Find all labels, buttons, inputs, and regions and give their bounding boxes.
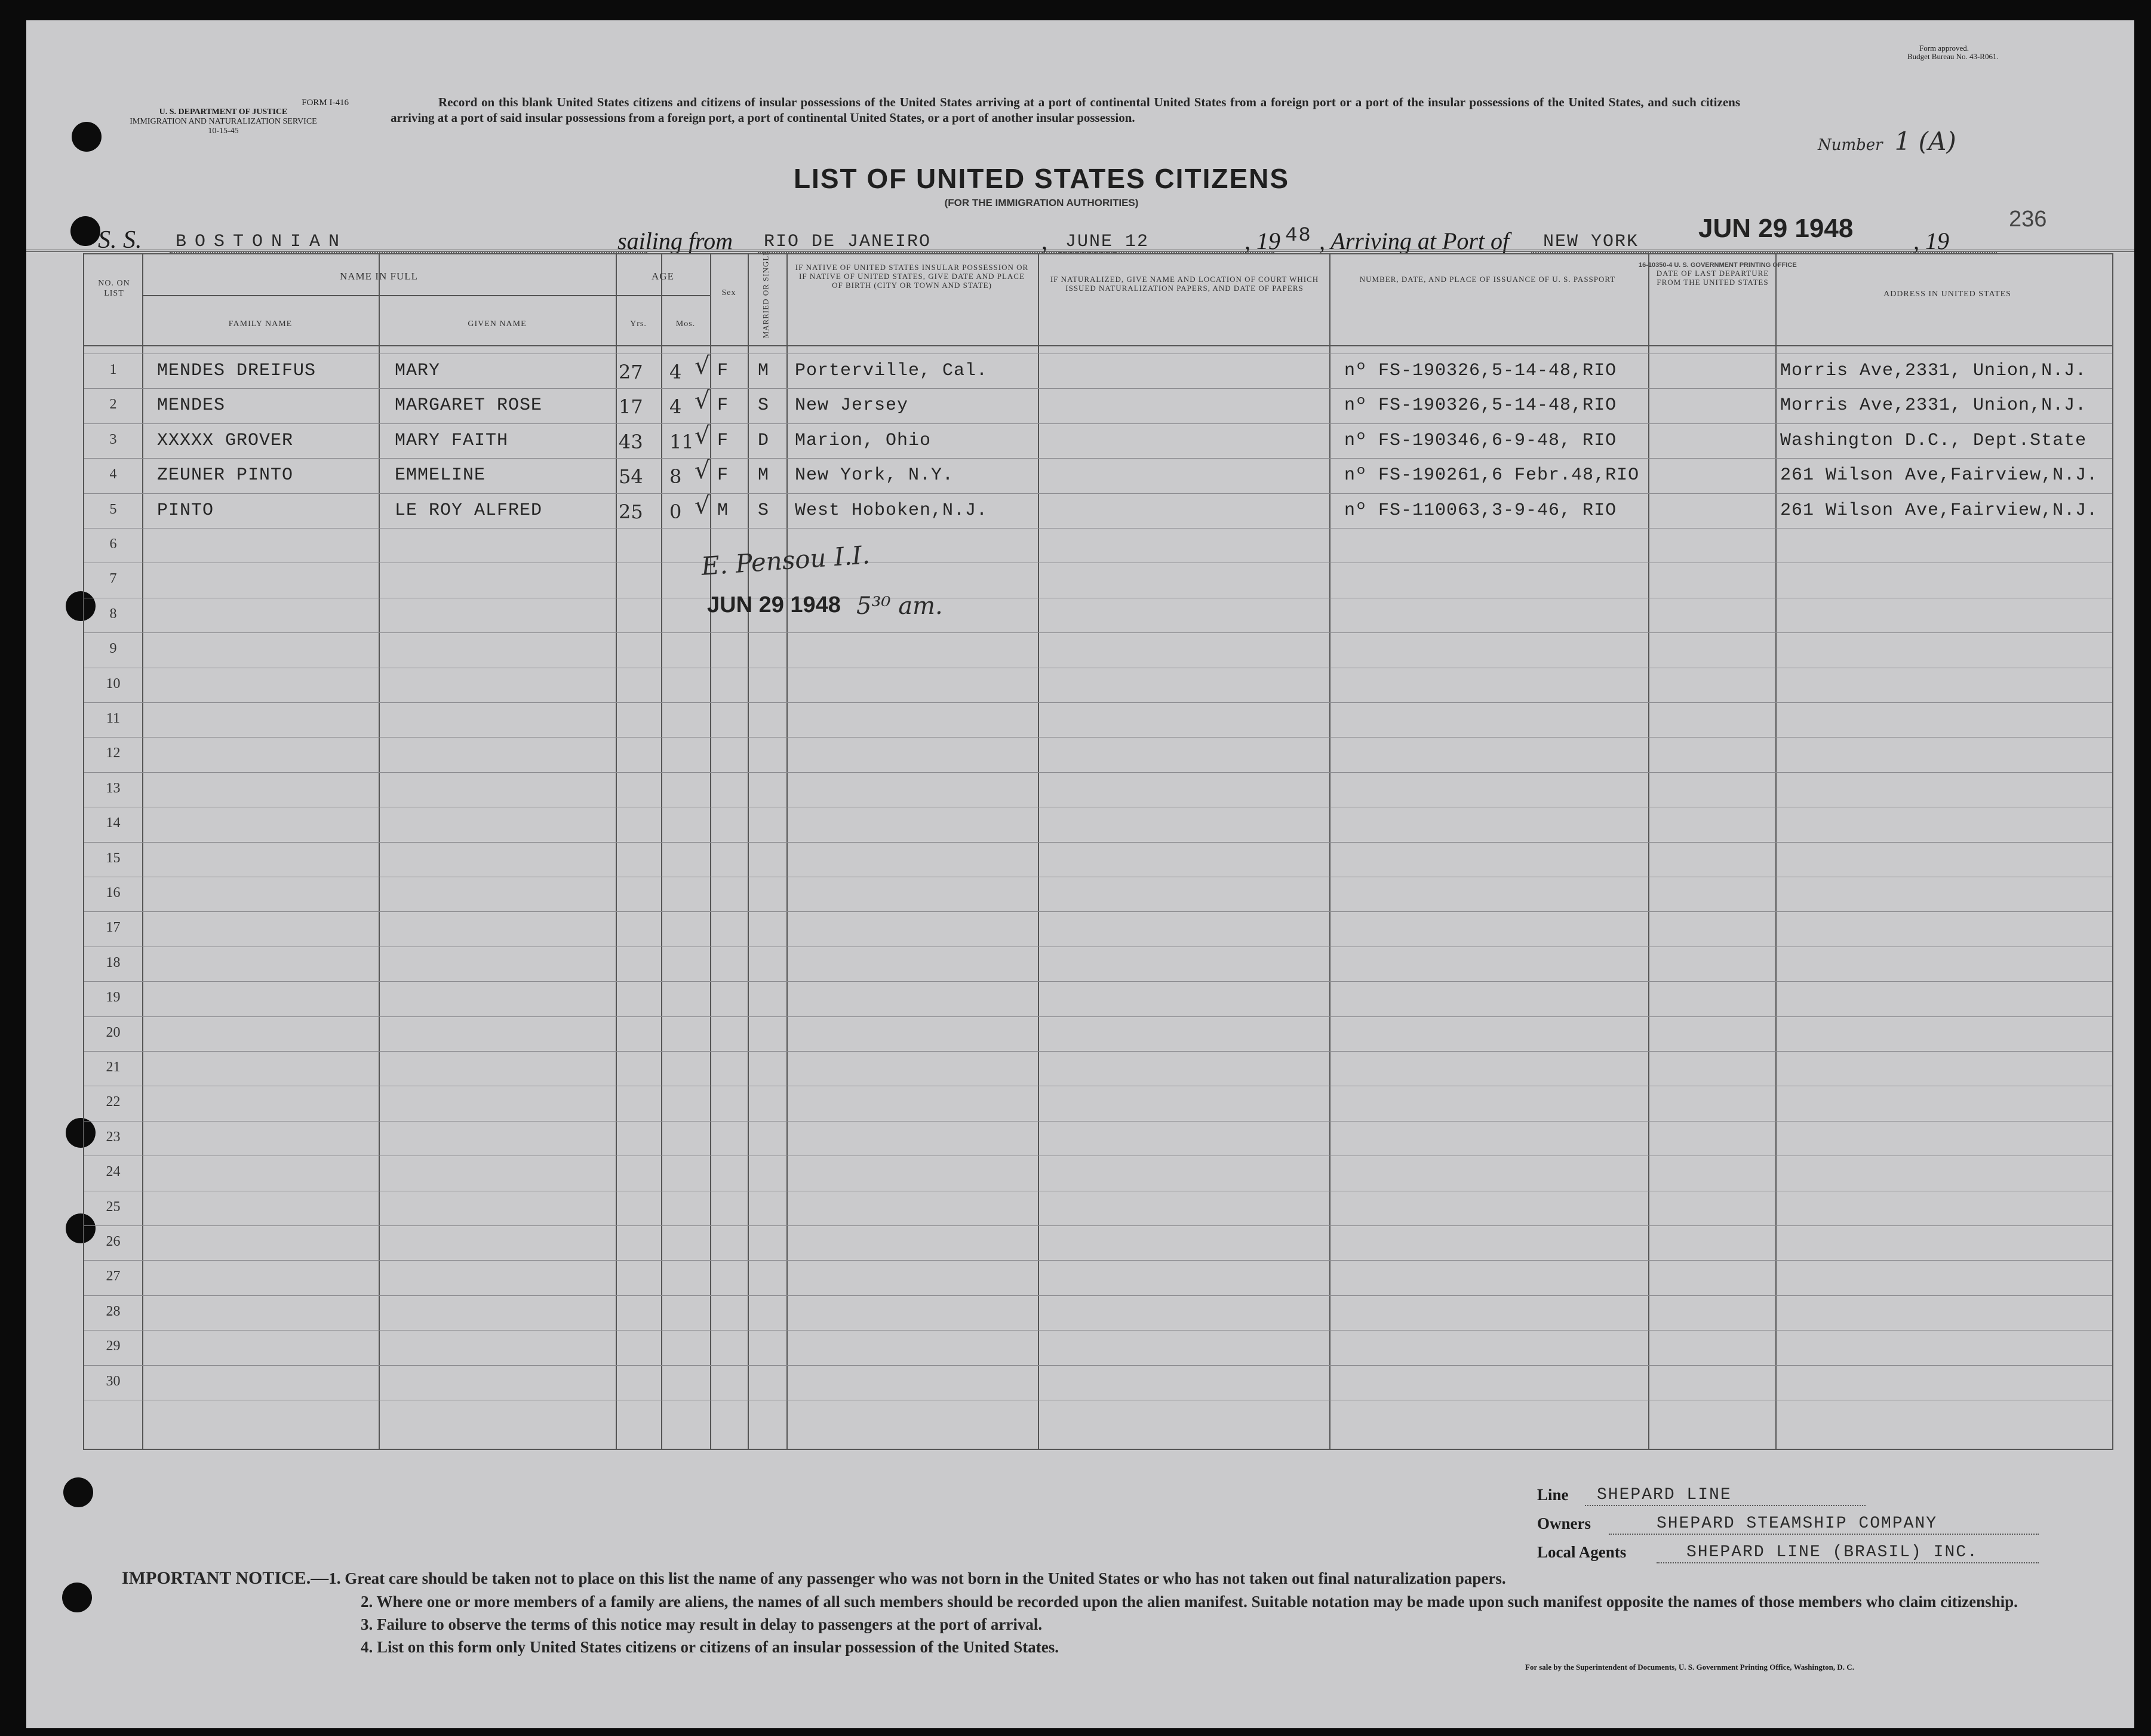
form-approved	[1907, 44, 2098, 61]
comma: ,	[1041, 228, 1047, 254]
row-number: 16	[106, 885, 121, 901]
row-number: 28	[106, 1303, 121, 1319]
row-number: 20	[106, 1024, 121, 1040]
row-number: 3	[109, 431, 117, 447]
notice-title: IMPORTANT NOTICE.—	[122, 1568, 329, 1588]
address-cell: Morris Ave,2331, Union,N.J.	[1780, 361, 2087, 381]
notice-2: 2. Where one or more members of a family are aliens, the names of all such members should be recorded upon the alien manifest. Suitable notation may be made upon such manifest opposite the names of those members who claim citizenship.	[361, 1593, 2018, 1611]
row-number: 4	[109, 466, 117, 483]
line-label: Line	[1537, 1486, 1569, 1504]
marital-status-cell: S	[758, 395, 770, 416]
row-number: 22	[106, 1094, 121, 1110]
family-name-cell: PINTO	[157, 500, 214, 521]
sailing-year: 48	[1285, 225, 1312, 247]
year-prefix: 19	[1256, 228, 1280, 254]
row-number: 6	[109, 536, 117, 552]
given-name-cell: MARY	[395, 361, 441, 381]
row-divider	[84, 632, 2112, 633]
row-divider	[84, 702, 2112, 703]
check-mark: √	[695, 457, 710, 485]
for-sale-note: For sale by the Superintendent of Documents, U. S. Government Printing Office, Washington, D. C.	[1525, 1663, 1854, 1672]
birthplace-cell: Marion, Ohio	[795, 430, 932, 451]
year-comma: ,	[1244, 228, 1250, 254]
list-number	[1818, 127, 1956, 156]
row-divider	[84, 493, 2112, 494]
row-divider	[84, 1121, 2112, 1122]
line-row	[1537, 1486, 2045, 1514]
year-label-2-text: 19	[1925, 228, 1949, 254]
row-divider	[84, 458, 2112, 459]
col-sex: Sex	[721, 288, 736, 297]
page-title: LIST OF UNITED STATES CITIZENS	[793, 163, 1290, 194]
row-divider	[84, 911, 2112, 912]
instructions-text: Record on this blank United States citizens and citizens of insular possessions of the United States arriving at a port of continental United States from a foreign port or a port of the insular possessions of the United States, and such citizens arriving at a port of said insular possessions from a foreign port, a port of continental United States, or a port of another insular possession.	[391, 95, 1740, 125]
col-family-name: FAMILY NAME	[228, 319, 293, 328]
row-number: 8	[109, 606, 117, 622]
inspector-signature: E. Pensou I.I.	[700, 540, 871, 581]
marital-status-cell: M	[758, 361, 770, 381]
check-mark: √	[695, 422, 710, 450]
age-months-cell: 4	[669, 395, 682, 419]
given-name-cell: MARGARET ROSE	[395, 395, 543, 416]
check-mark: √	[695, 352, 710, 380]
row-number: 18	[106, 954, 121, 970]
row-number: 15	[106, 850, 121, 866]
row-divider	[84, 1365, 2112, 1366]
punch-hole	[72, 122, 102, 152]
col-age: AGE	[652, 271, 674, 282]
row-number: 25	[106, 1199, 121, 1215]
number-value: 1 (A)	[1894, 127, 1956, 156]
age-months-cell: 0	[669, 500, 682, 523]
col-naturalized: IF NATURALIZED, GIVE NAME AND LOCATION OF COURT WHICH ISSUED NATURALIZATION PAPERS, AND DATE OF PAPERS	[1050, 275, 1319, 293]
row-number: 11	[106, 711, 121, 726]
row-number: 1	[109, 362, 117, 377]
row-divider	[84, 423, 2112, 424]
punch-hole	[70, 216, 100, 246]
birthplace-cell: New Jersey	[795, 395, 909, 416]
important-notice	[122, 1567, 2033, 1658]
row-number: 7	[109, 571, 117, 587]
sex-cell: F	[717, 395, 729, 416]
row-number: 29	[106, 1338, 121, 1354]
row-number: 2	[109, 397, 117, 413]
ss-label: S. S.	[98, 226, 142, 254]
row-divider	[84, 842, 2112, 843]
address-cell: Morris Ave,2331, Union,N.J.	[1780, 395, 2087, 416]
sex-cell: F	[717, 361, 729, 381]
form-id-block	[98, 98, 349, 136]
number-label: Number	[1818, 136, 1883, 154]
row-divider	[84, 1016, 2112, 1017]
arrival-time: 5³⁰ am.	[856, 592, 943, 620]
punch-hole	[62, 1583, 92, 1612]
notice-row-1	[122, 1567, 2033, 1590]
age-years-cell: 54	[619, 465, 643, 488]
ship-name: BOSTONIAN	[176, 232, 348, 252]
form-approved-line2: Budget Bureau No. 43-R061.	[1907, 52, 1999, 61]
arrival-stamp: JUN 29 1948	[707, 592, 841, 617]
age-months-cell: 11	[669, 430, 694, 453]
row-number: 9	[109, 641, 117, 657]
passport-cell: nº FS-190326,5-14-48,RIO	[1344, 395, 1617, 416]
col-mos: Mos.	[675, 319, 696, 328]
age-months-cell: 4	[669, 361, 682, 383]
row-number: 26	[106, 1234, 121, 1249]
print-code: 16-10350-4 U. S. GOVERNMENT PRINTING OFFICE	[1639, 262, 1797, 269]
col-married-single-text: MARRIED OR SINGLE	[761, 250, 770, 339]
passport-cell: nº FS-110063,3-9-46, RIO	[1344, 500, 1617, 521]
col-address: ADDRESS IN UNITED STATES	[1883, 290, 2011, 299]
check-mark: √	[695, 387, 710, 415]
port-from: RIO DE JANEIRO	[764, 232, 932, 252]
col-birth: IF NATIVE OF UNITED STATES INSULAR POSSESSION OR IF NATIVE OF UNITED STATES, GIVE DATE AND PLACE OF BIRTH (CITY OR TOWN AND STATE)	[795, 263, 1029, 290]
notice-3: 3. Failure to observe the terms of this notice may result in delay to passengers at the port of arrival.	[361, 1615, 1043, 1633]
notice-4: 4. List on this form only United States citizens or citizens of an insular possession of the United States.	[361, 1638, 1059, 1656]
form-service: IMMIGRATION AND NATURALIZATION SERVICE	[130, 117, 317, 126]
row-number: 30	[106, 1373, 121, 1389]
row-divider	[84, 772, 2112, 773]
row-divider	[84, 1330, 2112, 1331]
row-divider	[84, 388, 2112, 389]
notice-1: 1. Great care should be taken not to place on this list the name of any passenger who was not born in the United States or who has not taken out final naturalization papers.	[328, 1569, 1506, 1587]
family-name-cell: XXXXX GROVER	[157, 430, 294, 451]
row-number: 24	[106, 1164, 121, 1180]
passenger-table	[83, 250, 2113, 1450]
col-no: NO. ON LIST	[98, 279, 130, 298]
table-top-rule	[26, 250, 2134, 252]
marital-status-cell: D	[758, 430, 770, 451]
given-name-cell: EMMELINE	[395, 465, 486, 486]
sex-cell: F	[717, 465, 729, 486]
address-cell: Washington D.C., Dept.State	[1780, 430, 2087, 451]
sex-cell: M	[717, 500, 729, 521]
line-value: SHEPARD LINE	[1597, 1486, 1732, 1504]
punch-hole	[63, 1477, 93, 1507]
sex-cell: F	[717, 430, 729, 451]
row-divider	[84, 981, 2112, 982]
birthplace-cell: New York, N.Y.	[795, 465, 954, 486]
row-number: 14	[106, 815, 121, 831]
address-cell: 261 Wilson Ave,Fairview,N.J.	[1780, 500, 2098, 521]
form-number: FORM I-416	[302, 98, 349, 107]
given-name-cell: MARY FAITH	[395, 430, 509, 451]
arrival-date-stamp: JUN 29 1948	[1698, 214, 1854, 243]
age-years-cell: 17	[619, 395, 643, 419]
row-number: 5	[109, 501, 117, 517]
col-married-single	[748, 250, 786, 344]
row-divider	[84, 528, 2112, 529]
marital-status-cell: M	[758, 465, 770, 486]
passport-cell: nº FS-190261,6 Febr.48,RIO	[1344, 465, 1640, 486]
address-cell: 261 Wilson Ave,Fairview,N.J.	[1780, 465, 2098, 486]
row-number: 23	[106, 1129, 121, 1145]
marital-status-cell: S	[758, 500, 770, 521]
row-number: 19	[106, 990, 121, 1006]
owners-value: SHEPARD STEAMSHIP COMPANY	[1657, 1514, 1938, 1533]
form-department: U. S. DEPARTMENT OF JUSTICE	[159, 107, 288, 116]
col-last-departure: DATE OF LAST DEPARTURE FROM THE UNITED STATES	[1656, 269, 1769, 287]
family-name-cell: ZEUNER PINTO	[157, 465, 294, 486]
form-date: 10-15-45	[208, 127, 239, 136]
age-years-cell: 43	[619, 430, 643, 453]
form-page	[26, 20, 2134, 1728]
owners-row	[1537, 1514, 2045, 1543]
form-approved-line1: Form approved.	[1919, 44, 1969, 53]
birthplace-cell: Porterville, Cal.	[795, 361, 988, 381]
row-number: 13	[106, 780, 121, 796]
sailing-date: JUNE 12	[1065, 232, 1150, 252]
col-name-in-full: NAME IN FULL	[340, 271, 418, 282]
age-months-cell: 8	[669, 465, 682, 488]
row-divider	[84, 1225, 2112, 1226]
family-name-cell: MENDES DREIFUS	[157, 361, 316, 381]
passport-cell: nº FS-190346,6-9-48, RIO	[1344, 430, 1617, 451]
row-number: 12	[106, 745, 121, 761]
port-of-arrival: NEW YORK	[1543, 232, 1639, 252]
age-years-cell: 27	[619, 361, 643, 383]
row-divider	[84, 1295, 2112, 1296]
family-name-cell: MENDES	[157, 395, 226, 416]
row-number: 27	[106, 1268, 121, 1285]
row-divider	[84, 1260, 2112, 1261]
check-mark: √	[695, 491, 710, 520]
agents-label: Local Agents	[1537, 1543, 1627, 1561]
row-divider	[84, 1051, 2112, 1052]
row-divider	[84, 737, 2112, 738]
age-years-cell: 25	[619, 500, 643, 523]
row-number: 10	[106, 675, 121, 692]
passport-cell: nº FS-190326,5-14-48,RIO	[1344, 361, 1617, 381]
footer-carrier-block	[1537, 1486, 2045, 1572]
row-number: 17	[106, 920, 121, 936]
page-subtitle: (FOR THE IMMIGRATION AUTHORITIES)	[944, 197, 1139, 208]
owners-label: Owners	[1537, 1514, 1591, 1532]
arriving-label: , Arriving at Port of	[1319, 228, 1510, 254]
year-label-2: , 19	[1913, 228, 1949, 254]
row-number: 21	[106, 1059, 121, 1075]
given-name-cell: LE ROY ALFRED	[395, 500, 543, 521]
agents-value: SHEPARD LINE (BRASIL) INC.	[1686, 1543, 1978, 1562]
sailing-from-label: sailing from	[617, 228, 733, 254]
page-number: 236	[2009, 207, 2047, 232]
col-given-name: GIVEN NAME	[468, 319, 527, 328]
birthplace-cell: West Hoboken,N.J.	[795, 500, 988, 521]
col-yrs: Yrs.	[630, 319, 647, 328]
col-passport: NUMBER, DATE, AND PLACE OF ISSUANCE OF U. S. PASSPORT	[1359, 275, 1616, 284]
